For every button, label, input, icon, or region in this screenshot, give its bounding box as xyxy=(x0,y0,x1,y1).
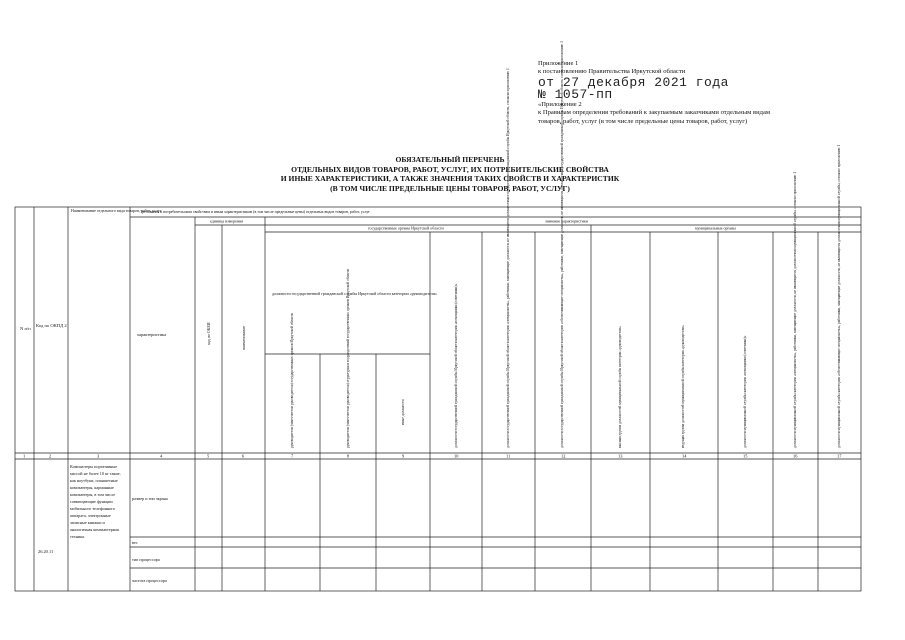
col-unit-name-header: наименование xyxy=(241,325,246,350)
col-10-header: должности государственной гражданской службы Иркутской области категории «помощники (советники)» xyxy=(454,283,458,448)
appendix-line-5: товаров, работ, услуг (в том числе предельные цены товаров, работ, услуг) xyxy=(538,117,748,125)
product-name-line: техника. xyxy=(70,534,86,539)
column-numbers-row xyxy=(23,454,842,459)
appendix-line-2: к постановлению Правительства Иркутской области xyxy=(538,68,686,76)
col-9-header: иные должности xyxy=(401,399,405,425)
product-name-line: компьютеры, в том числе xyxy=(70,492,116,497)
col-number: 14 xyxy=(682,453,687,459)
product-name-line: Компьютеры портативные xyxy=(70,464,118,469)
product-name xyxy=(70,464,121,539)
char-screen: размер и тип экрана xyxy=(132,496,168,501)
decree-number: № 1057-пп xyxy=(538,86,613,102)
char-cpu-type: тип процессора xyxy=(132,557,160,562)
okpd-code: 26.20.11 xyxy=(38,549,54,554)
col-number: 5 xyxy=(207,453,210,459)
col-7-header: руководители (заместители руководителя) государственных органов Иркутской области xyxy=(290,313,294,448)
col-number: 1 xyxy=(23,453,26,459)
appendix-line-1: Приложение 1 xyxy=(538,60,579,67)
col-value-header: значение характеристики xyxy=(545,218,588,224)
col-number: 3 xyxy=(97,453,100,459)
product-name-line: компьютеры, карманные xyxy=(70,485,114,490)
col-16-header: должности муниципальной службы категории «специалисты», работники, замещающие должности, не являющиеся должностями муниципальной службы, согласно приложению 1 xyxy=(793,171,797,448)
table-border xyxy=(15,207,861,591)
appendix-line-3: «Приложение 2 xyxy=(538,100,582,108)
col-number: 16 xyxy=(793,453,798,459)
vertical-headers xyxy=(206,41,842,448)
col-11-header: должности государственной гражданской службы Иркутской области категории «специалисты», работники, замещающие должности, не являющиеся должностями государственной гражданской службы Иркутской области, согласно приложению 1 xyxy=(506,68,510,448)
col-17-header: должности муниципальной службы категории «обеспечивающие специалисты», работники, замещающие должности, не являющиеся должностями муниципальной службы, согласно приложению 1 xyxy=(837,144,841,448)
product-name-line: записные книжки и xyxy=(70,520,105,525)
product-name-line: мобильного телефонного xyxy=(70,506,115,511)
col-name-header: Наименование отдельного вида товаров, работ, услуг xyxy=(71,208,162,213)
col-15-header: должности муниципальной службы категории «помощники (советники)» xyxy=(743,335,747,448)
col-number: 10 xyxy=(454,453,459,459)
col-13-header: высшая группа должностей муниципальной службы категории «руководители» xyxy=(618,326,622,448)
product-name-line: массой не более 10 кг такие, xyxy=(70,471,121,476)
col-okei-header: код по ОКЕИ xyxy=(206,322,211,345)
col-number: 17 xyxy=(837,453,842,459)
char-weight: вес xyxy=(132,540,138,545)
col-number: 9 xyxy=(402,453,405,459)
product-name-line: аналогичная компьютерная xyxy=(70,527,119,532)
col-8-header: руководители (заместители руководителя) структурных подразделений государственных органов Иркутской области xyxy=(346,268,350,448)
col-number: 4 xyxy=(160,453,163,459)
title-line-4: (В ТОМ ЧИСЛЕ ПРЕДЕЛЬНЫЕ ЦЕНЫ ТОВАРОВ, РАБОТ, УСЛУГ) xyxy=(330,183,570,193)
col-number: 15 xyxy=(743,453,748,459)
title-line-1: ОБЯЗАТЕЛЬНЫЙ ПЕРЕЧЕНЬ xyxy=(395,155,505,164)
title-line-2: ОТДЕЛЬНЫХ ВИДОВ ТОВАРОВ, РАБОТ, УСЛУГ, ИХ ПОТРЕБИТЕЛЬСКИЕ СВОЙСТВА xyxy=(291,164,609,174)
appendix-line-4: к Правилам определения требований к закупаемым заказчиками отдельным видам xyxy=(538,109,771,117)
col-number: 6 xyxy=(242,453,245,459)
product-name-line: как ноутбуки, планшетные xyxy=(70,478,118,483)
table-grid xyxy=(15,207,861,591)
col-number: 13 xyxy=(618,453,623,459)
col-14-header: ведущая группа должностей муниципальной службы категории «руководители» xyxy=(681,325,685,448)
col-number: 7 xyxy=(291,453,294,459)
col-number: 11 xyxy=(506,453,511,459)
title-line-3: И ИНЫЕ ХАРАКТЕРИСТИКИ, А ТАКЖЕ ЗНАЧЕНИЯ ТАКИХ СВОЙСТВ И ХАРАКТЕРИСТИК xyxy=(280,174,620,184)
col-requirements-header: Требования к потребительским свойствам и иным характеристикам (в том числе предельные цены) отдельных видов товаров, работ, услуг xyxy=(140,210,370,214)
col-top-category-header: должности государственной гражданской службы Иркутской области категории «руководители» xyxy=(272,291,437,296)
col-state-organs-header: государственные органы Иркутской области xyxy=(368,225,444,231)
product-name-line: совмещающие функции xyxy=(70,499,113,504)
col-okpd-header: Код по ОКПД 2 xyxy=(36,323,67,328)
col-number: 12 xyxy=(561,453,566,459)
col-number: 2 xyxy=(49,453,52,459)
col-num-header: N п/п xyxy=(20,326,31,331)
col-number: 8 xyxy=(347,453,350,459)
decree-date: от 27 декабря 2021 года xyxy=(538,74,729,90)
char-cpu-frequency: частота процессора xyxy=(132,578,167,583)
product-name-line: аппарата, электронные xyxy=(70,513,111,518)
col-municipal-header: муниципальные органы xyxy=(695,225,736,231)
col-unit-header: единица измерения xyxy=(210,218,243,224)
col-characteristic-header: характеристика xyxy=(137,332,166,337)
col-12-header: должности государственной гражданской службы Иркутской области категории «обеспечивающие специалисты», работники, замещающие должности, не являющиеся должностями государственной гражданской службы Иркутской области, согласно приложению 1 xyxy=(560,41,564,448)
